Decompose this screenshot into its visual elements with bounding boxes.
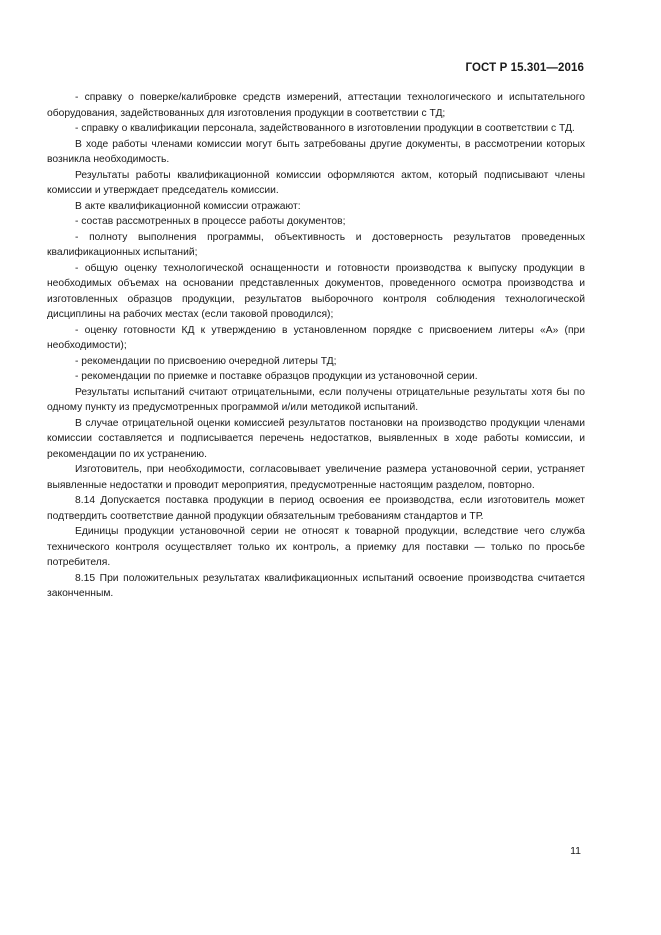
paragraph: Результаты испытаний считают отрицательными, если получены отрицательные результаты хотя бы по одному пункту из предусмотренных программой и/или методикой испытаний. xyxy=(47,386,585,413)
paragraph: Единицы продукции установочной серии не относят к товарной продукции, вследствие чего служба технического контроля осуществляет только их контроль, а приемку для поставки — только по просьбе потребителя. xyxy=(47,526,585,568)
paragraph: - справку о квалификации персонала, задействованного в изготовлении продукции в соответствии с ТД. xyxy=(75,123,575,134)
paragraph: - оценку готовности КД к утверждению в установленном порядке с присвоением литеры «А» (при необходимости); xyxy=(47,324,585,351)
page-number: 11 xyxy=(570,845,581,857)
paragraph: Результаты работы квалификационной комиссии оформляются актом, который подписывают члены комиссии и утверждает председатель комиссии. xyxy=(47,169,585,196)
paragraph: - полноту выполнения программы, объективность и достоверность результатов проведенных квалификационных испытаний; xyxy=(47,231,585,258)
paragraph: - состав рассмотренных в процессе работы документов; xyxy=(75,216,346,227)
document-body xyxy=(47,90,585,602)
paragraph: Изготовитель, при необходимости, согласовывает увеличение размера установочной серии, устраняет выявленные недостатки и проводит мероприятия, предусмотренные настоящим разделом, повторно. xyxy=(47,464,585,491)
paragraph: - рекомендации по приемке и поставке образцов продукции из установочной серии. xyxy=(75,371,478,382)
paragraph: В ходе работы членами комиссии могут быть затребованы другие документы, в рассмотрении которых возникла необходимость. xyxy=(47,138,585,165)
paragraph: - общую оценку технологической оснащенности и готовности производства к выпуску продукции в необходимых объемах на основании представленных документов, проведенного осмотра производства и изготовленных образцов продукции, результатов выборочного контроля соблюдения технологической дисциплины на рабочих местах (если таковой проводился); xyxy=(47,262,585,320)
paragraph: В случае отрицательной оценки комиссией результатов постановки на производство продукции членами комиссии составляется и подписывается перечень недостатков, выявленных в ходе работы комиссии, и рекомендации по их устранению. xyxy=(47,417,585,460)
paragraph: 8.14 Допускается поставка продукции в период освоения ее производства, если изготовитель может подтвердить соответствие данной продукции обязательным требованиям стандартов и ТР. xyxy=(47,495,585,522)
paragraph: - рекомендации по присвоению очередной литеры ТД; xyxy=(75,355,337,367)
paragraph: - справку о поверке/калибровке средств измерений, аттестации технологического и испытательного оборудования, задействованных для изготовления продукции в соответствии с ТД; xyxy=(47,92,585,119)
paragraph: 8.15 При положительных результатах квалификационных испытаний освоение производства считается законченным. xyxy=(47,572,585,599)
paragraph: В акте квалификационной комиссии отражают: xyxy=(75,200,301,212)
standard-designation: ГОСТ Р 15.301—2016 xyxy=(465,62,584,74)
